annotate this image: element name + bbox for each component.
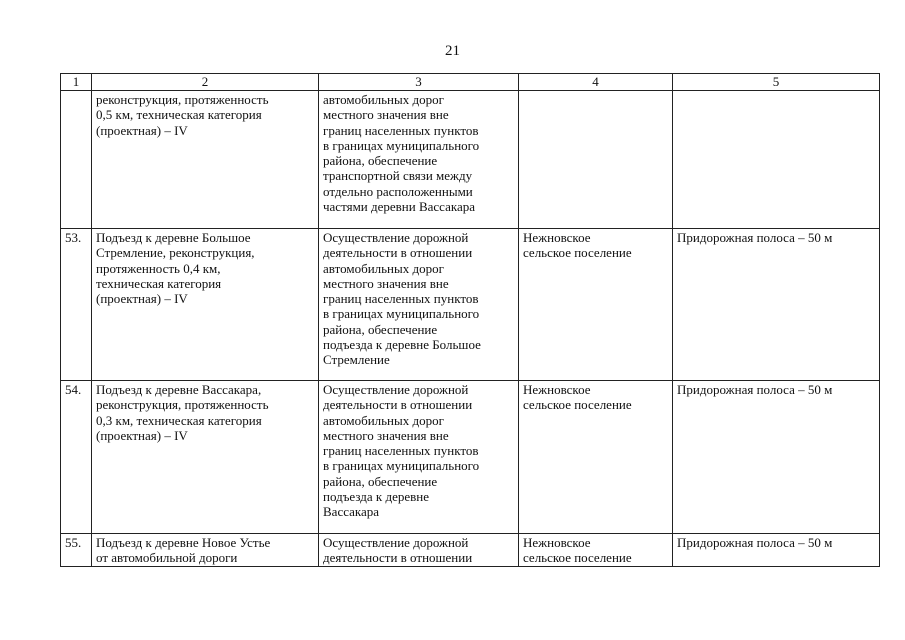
- location-line: Нежновское: [523, 230, 591, 245]
- row-number-cell: 54.: [61, 381, 92, 534]
- purpose-line: подъезда к деревне: [323, 489, 429, 505]
- location-cell: [519, 91, 673, 229]
- purpose-line: границ населенных пунктов: [323, 443, 479, 459]
- purpose-line: Осуществление дорожной: [323, 535, 469, 550]
- object-line: Стремление, реконструкция,: [96, 245, 255, 261]
- purpose-line: транспортной связи между: [323, 168, 473, 184]
- purpose-line: автомобильных дорог: [323, 412, 444, 428]
- table-row: [61, 534, 880, 567]
- purpose-line: в границах муниципального: [323, 137, 480, 153]
- object-line: 0,3 км, техническая категория: [96, 412, 262, 428]
- object-line: реконструкция, протяженность: [96, 92, 269, 107]
- row-number-cell: 55.: [61, 534, 92, 567]
- object-line: техническая категория: [96, 275, 222, 291]
- purpose-line: района, обеспечение: [323, 473, 438, 489]
- column-header-1: 1: [61, 74, 92, 91]
- zone-line: Придорожная полоса – 50 м: [677, 382, 833, 397]
- object-line: (проектная) – IV: [96, 122, 188, 138]
- object-line: 0,5 км, техническая категория: [96, 107, 262, 123]
- object-line: реконструкция, протяженность: [96, 397, 269, 413]
- purpose-line: автомобильных дорог: [323, 260, 444, 276]
- document-table: [60, 73, 880, 567]
- object-line: от автомобильной дороги: [96, 550, 238, 566]
- purpose-line: деятельности в отношении: [323, 550, 473, 566]
- purpose-line: Стремление: [323, 352, 390, 368]
- purpose-line: района, обеспечение: [323, 153, 438, 169]
- purpose-cell: [319, 381, 519, 534]
- purpose-line: границ населенных пунктов: [323, 122, 479, 138]
- location-cell: [519, 534, 673, 567]
- object-line: Подъезд к деревне Вассакара,: [96, 382, 262, 397]
- purpose-cell: [319, 91, 519, 229]
- location-line: сельское поселение: [523, 550, 632, 566]
- location-line: Нежновское: [523, 382, 591, 397]
- purpose-line: частями деревни Вассакара: [323, 199, 476, 215]
- table-row: [61, 229, 880, 381]
- row-number-cell: [61, 91, 92, 229]
- purpose-line: в границах муниципального: [323, 458, 480, 474]
- column-header-4: 4: [519, 74, 673, 91]
- purpose-cell: [319, 534, 519, 567]
- location-cell: [519, 229, 673, 381]
- purpose-line: Осуществление дорожной: [323, 230, 469, 245]
- object-cell: [92, 534, 319, 567]
- zone-cell: [673, 534, 880, 567]
- column-header-5: 5: [673, 74, 880, 91]
- object-line: протяженность 0,4 км,: [96, 260, 221, 276]
- object-line: Подъезд к деревне Новое Устье: [96, 535, 271, 550]
- location-line: сельское поселение: [523, 245, 632, 261]
- purpose-line: местного значения вне: [323, 107, 449, 123]
- object-cell: [92, 229, 319, 381]
- object-line: (проектная) – IV: [96, 291, 188, 307]
- object-line: (проектная) – IV: [96, 427, 188, 443]
- row-number-cell: 53.: [61, 229, 92, 381]
- zone-line: Придорожная полоса – 50 м: [677, 230, 833, 245]
- location-line: сельское поселение: [523, 397, 632, 413]
- purpose-line: местного значения вне: [323, 275, 449, 291]
- purpose-line: местного значения вне: [323, 427, 449, 443]
- object-cell: [92, 381, 319, 534]
- purpose-line: деятельности в отношении: [323, 245, 473, 261]
- table-row: [61, 381, 880, 534]
- page-number: 21: [445, 43, 460, 59]
- location-cell: [519, 381, 673, 534]
- purpose-line: района, обеспечение: [323, 321, 438, 337]
- purpose-line: деятельности в отношении: [323, 397, 473, 413]
- table-row: [61, 91, 880, 229]
- purpose-line: автомобильных дорог: [323, 92, 444, 107]
- object-cell: [92, 91, 319, 229]
- table-header-row: [61, 74, 880, 91]
- column-header-2: 2: [92, 74, 319, 91]
- purpose-line: подъезда к деревне Большое: [323, 337, 481, 353]
- purpose-cell: [319, 229, 519, 381]
- column-header-3: 3: [319, 74, 519, 91]
- zone-cell: [673, 229, 880, 381]
- location-line: Нежновское: [523, 535, 591, 550]
- purpose-line: в границах муниципального: [323, 306, 480, 322]
- purpose-line: Осуществление дорожной: [323, 382, 469, 397]
- purpose-line: границ населенных пунктов: [323, 291, 479, 307]
- zone-cell: [673, 381, 880, 534]
- zone-line: Придорожная полоса – 50 м: [677, 535, 833, 550]
- purpose-line: Вассакара: [323, 504, 380, 520]
- object-line: Подъезд к деревне Большое: [96, 230, 251, 245]
- purpose-line: отдельно расположенными: [323, 183, 473, 199]
- zone-cell: [673, 91, 880, 229]
